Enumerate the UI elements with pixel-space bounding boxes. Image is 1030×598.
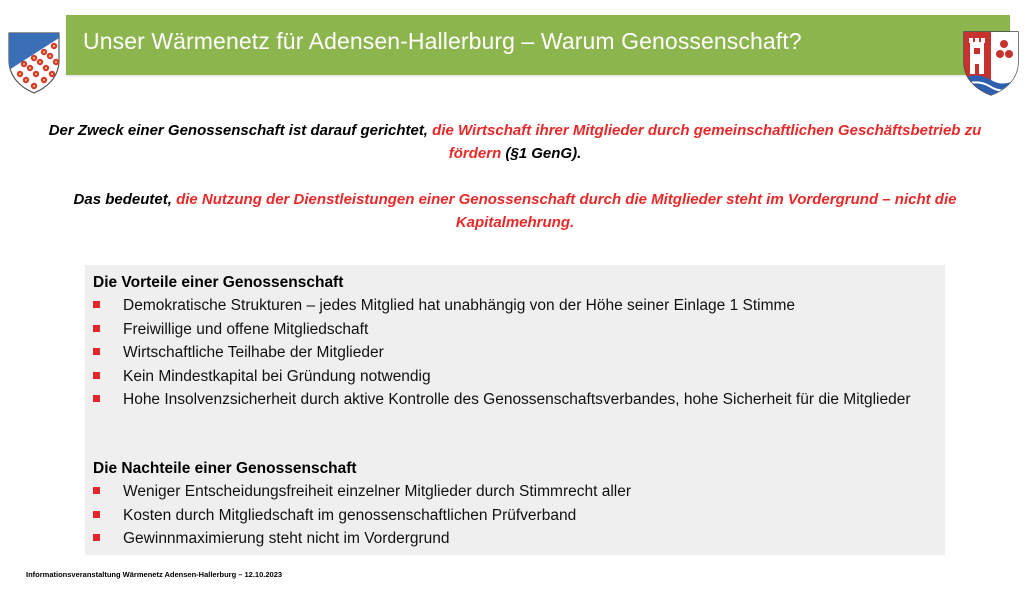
list-item-text: Hohe Insolvenzsicherheit durch aktive Kontrolle des Genossenschaftsverbandes, hohe Sicherheit für die Mitglieder <box>123 391 911 408</box>
bullet-square-icon <box>93 534 100 541</box>
list-item <box>93 504 943 528</box>
list-item-text: Demokratische Strukturen – jedes Mitglied hat unabhängig von der Höhe seiner Einlage 1 Stimme <box>123 297 796 314</box>
right-coat-of-arms-icon <box>960 28 1022 98</box>
list-item <box>93 365 943 389</box>
left-coat-of-arms-icon <box>6 30 62 96</box>
intro-1-lead: Der Zweck einer Genossenschaft ist darauf gerichtet, <box>48 122 433 139</box>
bullet-square-icon <box>93 511 100 518</box>
disadvantages-title: Die Nachteile einer Genossenschaft <box>93 460 357 477</box>
bullet-square-icon <box>93 348 100 355</box>
list-item-text: Kein Mindestkapital bei Gründung notwendig <box>123 367 431 385</box>
intro-2-lead: Das bedeutet, <box>73 191 177 208</box>
intro-paragraph-2 <box>40 188 990 234</box>
list-item <box>93 480 943 504</box>
page-title: Unser Wärmenetz für Adensen-Hallerburg – Warum Genossenschaft? <box>83 28 802 54</box>
intro-1-highlight: die Wirtschaft ihrer Mitglieder durch gemeinschaftlichen Geschäftsbetrieb zu fördern <box>432 122 982 162</box>
bullet-square-icon <box>93 372 100 379</box>
list-item-text: Freiwillige und offene Mitgliedschaft <box>123 320 369 338</box>
bullet-square-icon <box>93 395 100 402</box>
bullet-square-icon <box>93 301 100 308</box>
list-item-text: Gewinnmaximierung steht nicht im Vordergrund <box>123 530 450 547</box>
list-item-text: Wirtschaftliche Teilhabe der Mitglieder <box>123 344 384 361</box>
list-item-text: Weniger Entscheidungsfreiheit einzelner Mitglieder durch Stimmrecht aller <box>123 483 632 500</box>
list-item-text: Kosten durch Mitgliedschaft im genossenschaftlichen Prüfverband <box>123 506 577 524</box>
list-item <box>93 527 943 551</box>
bullet-square-icon <box>93 487 100 494</box>
list-item <box>93 294 943 318</box>
bullet-square-icon <box>93 325 100 332</box>
footer-text: Informationsveranstaltung Wärmenetz Adensen-Hallerburg – 12.10.2023 <box>26 570 283 579</box>
list-item <box>93 318 943 342</box>
intro-paragraph-1 <box>40 119 990 165</box>
intro-1-reference: (§1 GenG). <box>501 145 582 162</box>
intro-2-highlight: die Nutzung der Dienstleistungen einer Genossenschaft durch die Mitglieder steht im Vordergrund – nicht die Kapitalmehrung. <box>176 191 957 231</box>
advantages-title: Die Vorteile einer Genossenschaft <box>93 274 344 291</box>
advantages-list <box>93 294 943 412</box>
list-item <box>93 341 943 365</box>
list-item <box>93 388 943 412</box>
disadvantages-list <box>93 480 943 551</box>
